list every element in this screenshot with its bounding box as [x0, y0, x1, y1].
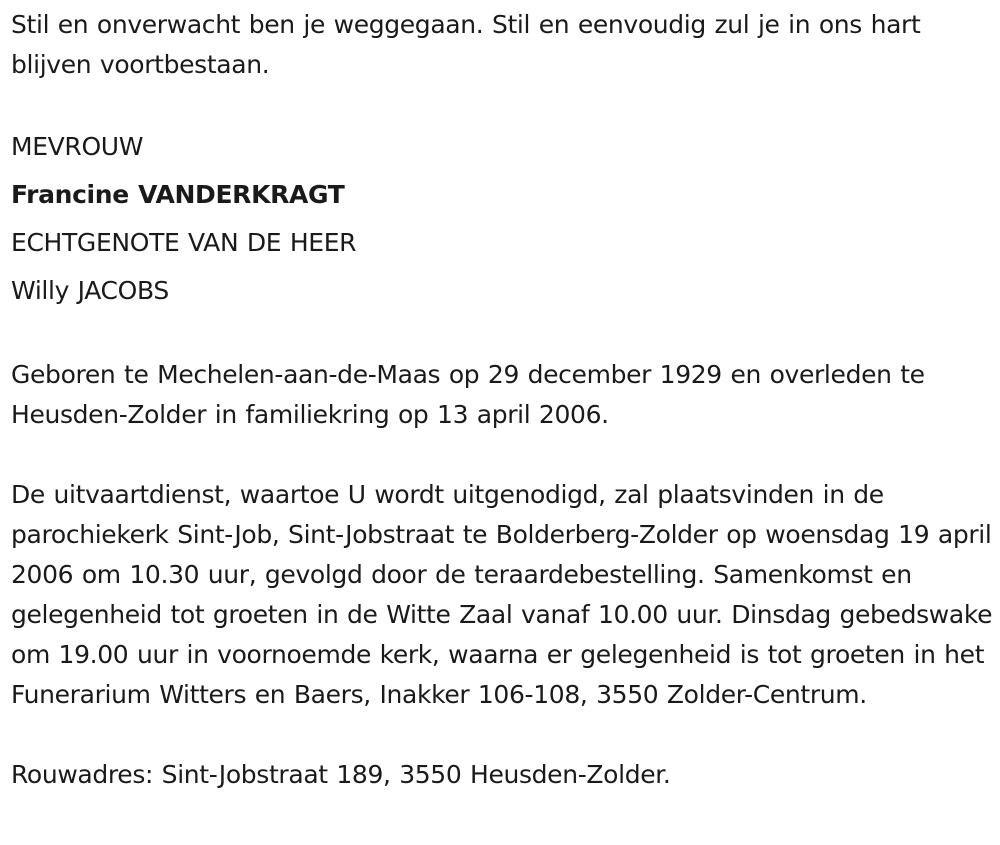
- funeral-details-paragraph: De uitvaartdienst, waartoe U wordt uitgenodigd, zal plaatsvinden in de parochiekerk Sint-Job, Sint-Jobstraat te Bolderberg-Zolder op woensdag 19 april 2006 om 10.30 uur, gevolgd door de teraardebestelling. Samenkomst en gelegenheid tot groeten in de Witte Zaal vanaf 10.00 uur. Dinsdag gebedswake om 19.00 uur in voornoemde kerk, waarna er gelegenheid is tot groeten in het Funerarium Witters en Baers, Inakker 106-108, 3550 Zolder-Centrum.: [11, 480, 993, 709]
- spouse-name: Willy JACOBS: [11, 276, 169, 305]
- opening-quote: Stil en onverwacht ben je weggegaan. Stil en eenvoudig zul je in ons hart blijven voortbestaan.: [11, 10, 921, 79]
- spacer: [11, 315, 996, 355]
- birth-death-paragraph: Geboren te Mechelen-aan-de-Maas op 29 december 1929 en overleden te Heusden-Zolder in familiekring op 13 april 2006.: [11, 360, 925, 429]
- spacer: [11, 435, 996, 475]
- spacer: [11, 715, 996, 755]
- salutation: MEVROUW: [11, 132, 144, 161]
- obituary-notice: [11, 5, 996, 795]
- spacer: [11, 85, 996, 123]
- deceased-name: Francine VANDERKRAGT: [11, 180, 345, 209]
- mourning-address: Rouwadres: Sint-Jobstraat 189, 3550 Heusden-Zolder.: [11, 760, 671, 789]
- relation-label: ECHTGENOTE VAN DE HEER: [11, 228, 357, 257]
